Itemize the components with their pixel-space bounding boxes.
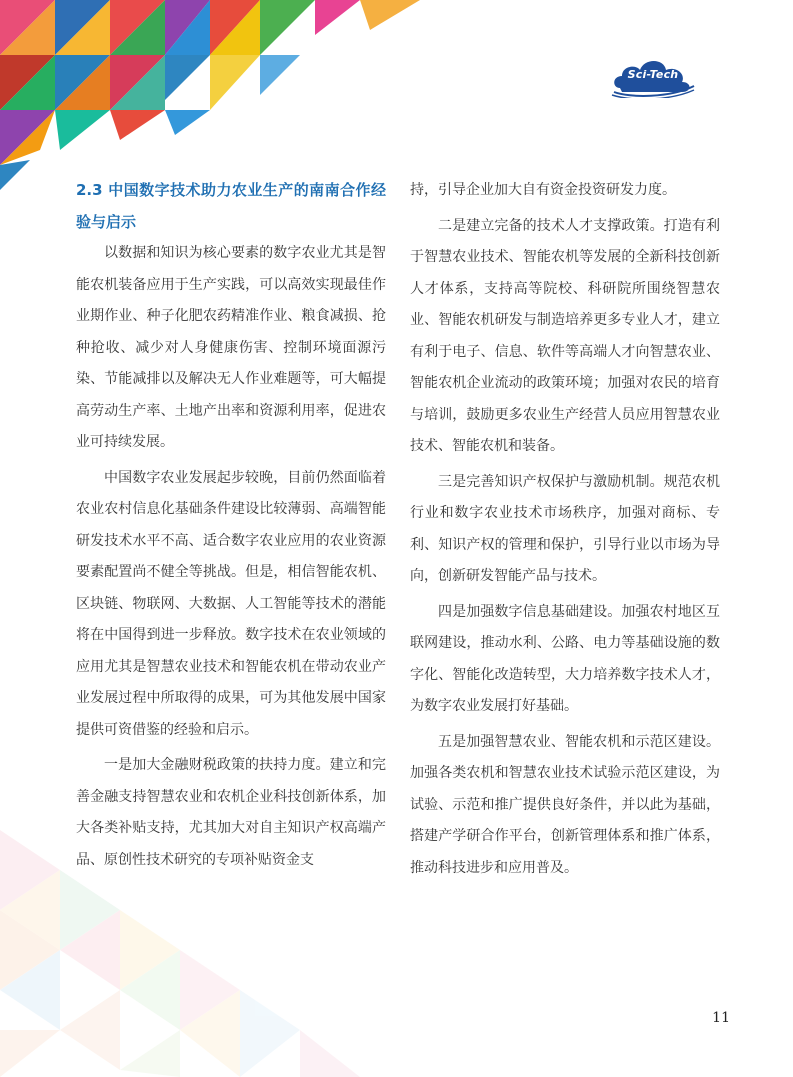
left-column: [76, 175, 386, 880]
paragraph: 一是加大金融财税政策的扶持力度。建立和完善金融支持智慧农业和农机企业科技创新体系，加大各类补贴支持，尤其加大对自主知识产权高端产品、原创性技术研究的专项补贴资金支: [76, 757, 386, 868]
paragraph: 四是加强数字信息基础建设。加强农村地区互联网建设，推动水利、公路、电力等基础设施的数字化、智能化改造转型，大力培养数字技术人才，为数字农业发展打好基础。: [410, 603, 720, 714]
paragraph: 中国数字农业发展起步较晚，目前仍然面临着农业农村信息化基础条件建设比较薄弱、高端智能研发技术水平不高、适合数字农业应用的农业资源要素配置尚不健全等挑战。但是，相信智能农机、区块链、物联网、大数据、人工智能等技术的潜能将在中国得到进一步释放。数字技术在农业领域的应用尤其是智慧农业技术和智能农机在带动农业产业发展过程中所取得的成果，可为其他发展中国家提供可资借鉴的经验和启示。: [76, 469, 386, 738]
paragraph: 五是加强智慧农业、智能农机和示范区建设。加强各类农机和智慧农业技术试验示范区建设，为试验、示范和推广提供良好条件，并以此为基础，搭建产学研合作平台，创新管理体系和推广体系，推动科技进步和应用普及。: [410, 733, 720, 876]
paragraph-continuation: 持，引导企业加大自有资金投资研发力度。: [410, 182, 676, 198]
paragraph: 二是建立完备的技术人才支撑政策。打造有利于智慧农业技术、智能农机等发展的全新科技创新人才体系，支持高等院校、科研院所围绕智慧农业、智能农机研发与制造培养更多专业人才，建立有利于电子、信息、软件等高端人才向智慧农业、智能农机企业流动的政策环境；加强对农民的培育与培训，鼓励更多农业生产经营人员应用智慧农业技术、智能农机和装备。: [410, 217, 720, 454]
section-title: 2.3 中国数字技术助力农业生产的南南合作经验与启示: [76, 181, 386, 231]
top-triangle-mosaic-decoration: [0, 0, 420, 190]
right-column: [410, 175, 720, 888]
paragraph: 以数据和知识为核心要素的数字农业尤其是智能农机装备应用于生产实践，可以高效实现最佳作业期作业、种子化肥农药精准作业、粮食减损、抢种抢收、减少对人身健康伤害、控制环境面源污染、节能减排以及解决无人作业难题等，可大幅提高劳动生产率、土地产出率和资源利用率，促进农业可持续发展。: [76, 245, 386, 450]
logo-text: Sci-Tech: [627, 68, 679, 81]
page-number: 11: [712, 1010, 730, 1026]
sci-tech-logo: [610, 52, 696, 98]
paragraph: 三是完善知识产权保护与激励机制。规范农机行业和数字农业技术市场秩序，加强对商标、专利、知识产权的管理和保护，引导行业以市场为导向，创新研发智能产品与技术。: [410, 473, 720, 584]
